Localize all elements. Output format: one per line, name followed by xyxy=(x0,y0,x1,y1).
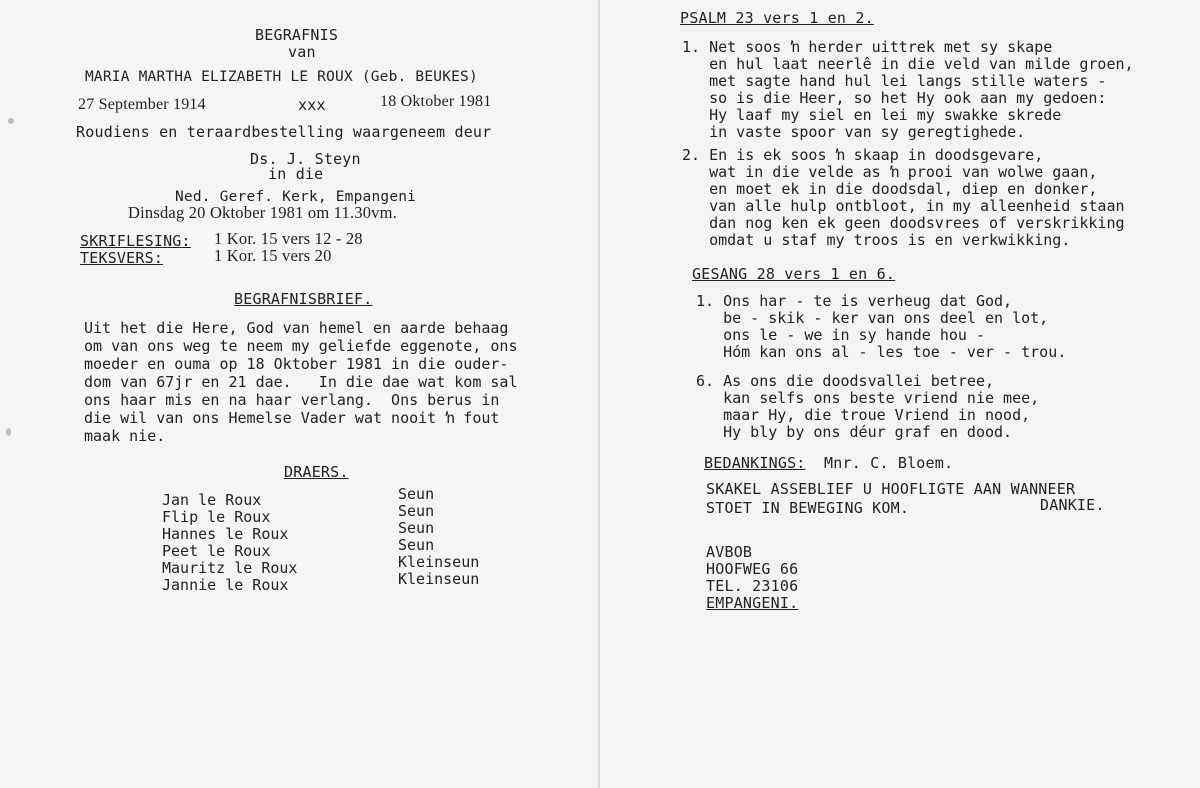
verse-line: in vaste spoor van sy geregtighede. xyxy=(682,123,1026,141)
draers-heading: DRAERS. xyxy=(284,463,349,481)
draer-name: Hannes le Roux xyxy=(162,525,289,543)
draer-name: Peet le Roux xyxy=(162,542,271,560)
telephone: TEL. 23106 xyxy=(706,577,799,595)
verse-line: en moet ek in die doodsdal, diep en donker, xyxy=(682,180,1098,198)
verse-line: omdat u staf my troos is en verkwikking. xyxy=(682,231,1071,249)
separator: xxx xyxy=(298,96,326,114)
verse-line: 1. Net soos ŉ herder uittrek met sy skape xyxy=(682,38,1053,56)
draer-name: Jannie le Roux xyxy=(162,576,289,594)
teksvers-value: 1 Kor. 15 vers 20 xyxy=(214,246,332,265)
draers-list xyxy=(162,485,522,599)
brief-line: maak nie. xyxy=(84,427,166,445)
brief-line: ons haar mis en na haar verlang. Ons berus in xyxy=(84,391,500,409)
address: HOOFWEG 66 xyxy=(706,560,799,578)
verse-line: so is die Heer, so het Hy ook aan my gedoen: xyxy=(682,89,1107,107)
draer-role: Seun xyxy=(398,485,435,503)
verse-line: 2. En is ek soos ŉ skaap in doodsgevare, xyxy=(682,146,1044,164)
death-date: 18 Oktober 1981 xyxy=(380,93,492,110)
birth-date: 27 September 1914 xyxy=(78,96,206,113)
brief-line: moeder en ouma op 18 Oktober 1981 in die ouder- xyxy=(84,355,509,373)
brief-line: om van ons weg te neem my geliefde eggenote, ons xyxy=(84,337,518,355)
verse-line: Hy laaf my siel en lei my swakke skrede xyxy=(682,106,1062,124)
dankie: DANKIE. xyxy=(1040,496,1105,514)
verse-line: wat in die velde as ŉ prooi van wolwe gaan, xyxy=(682,163,1098,181)
brief-line: dom van 67jr en 21 dae. In die dae wat kom sal xyxy=(84,373,518,391)
draer-role: Kleinseun xyxy=(398,570,480,588)
verse-line: dan nog ken ek geen doodsvrees of verskrikking xyxy=(682,214,1125,232)
teksvers-label: TEKSVERS: xyxy=(80,249,164,267)
psalm-heading: PSALM 23 vers 1 en 2. xyxy=(680,9,874,27)
brief-heading: BEGRAFNISBRIEF. xyxy=(234,290,373,308)
service-line: Roudiens en teraardbestelling waargeneem deur xyxy=(76,123,492,141)
verse-line: Hóm kan ons al - les toe - ver - trou. xyxy=(696,343,1067,361)
date-time: Dinsdag 20 Oktober 1981 om 11.30vm. xyxy=(128,203,397,222)
draer-name: Flip le Roux xyxy=(162,508,271,526)
skriflesing-label: SKRIFLESING: xyxy=(80,232,191,250)
request-line-1: SKAKEL ASSEBLIEF U HOOFLIGTE AAN WANNEER xyxy=(706,480,1076,498)
minister: Ds. J. Steyn xyxy=(250,150,361,168)
brief-line: die wil van ons Hemelse Vader wat nooit ŉ fout xyxy=(84,409,500,427)
draer-name: Jan le Roux xyxy=(162,491,262,509)
verse-line: 1. Ons har - te is verheug dat God, xyxy=(696,292,1013,310)
draer-role: Seun xyxy=(398,502,435,520)
verse-line: Hy bly by ons déur graf en dood. xyxy=(696,423,1013,441)
verse-line: 6. As ons die doodsvallei betree, xyxy=(696,372,995,390)
draer-name: Mauritz le Roux xyxy=(162,559,298,577)
verse-line: ons le - we in sy hande hou - xyxy=(696,326,985,344)
title: BEGRAFNIS xyxy=(255,26,339,44)
brief-line: Uit het die Here, God van hemel en aarde behaag xyxy=(84,319,509,337)
in-die: in die xyxy=(268,165,324,183)
draer-role: Seun xyxy=(398,519,435,537)
request-line-2: STOET IN BEWEGING KOM. xyxy=(706,499,910,517)
verse-line: be - skik - ker van ons deel en lot, xyxy=(696,309,1049,327)
verse-line: maar Hy, die troue Vriend in nood, xyxy=(696,406,1031,424)
right-page xyxy=(600,0,1200,788)
draer-role: Seun xyxy=(398,536,435,554)
draer-role: Kleinseun xyxy=(398,553,480,571)
bedankings-value: Mnr. C. Bloem. xyxy=(824,454,954,472)
gesang-heading: GESANG 28 vers 1 en 6. xyxy=(692,265,896,283)
church: Ned. Geref. Kerk, Empangeni xyxy=(175,189,417,205)
skriflesing-value: 1 Kor. 15 vers 12 - 28 xyxy=(214,229,363,248)
van: van xyxy=(288,43,316,61)
bedankings-label: BEDANKINGS: xyxy=(704,454,806,472)
verse-line: en hul laat neerlê in die veld van milde groen, xyxy=(682,55,1134,73)
town: EMPANGENI. xyxy=(706,594,799,612)
undertaker: AVBOB xyxy=(706,543,753,561)
verse-line: van alle hulp ontbloot, in my alleenheid staan xyxy=(682,197,1125,215)
verse-line: met sagte hand hul lei langs stille waters - xyxy=(682,72,1107,90)
deceased-name: MARIA MARTHA ELIZABETH LE ROUX (Geb. BEUKES) xyxy=(85,69,478,85)
verse-line: kan selfs ons beste vriend nie mee, xyxy=(696,389,1040,407)
